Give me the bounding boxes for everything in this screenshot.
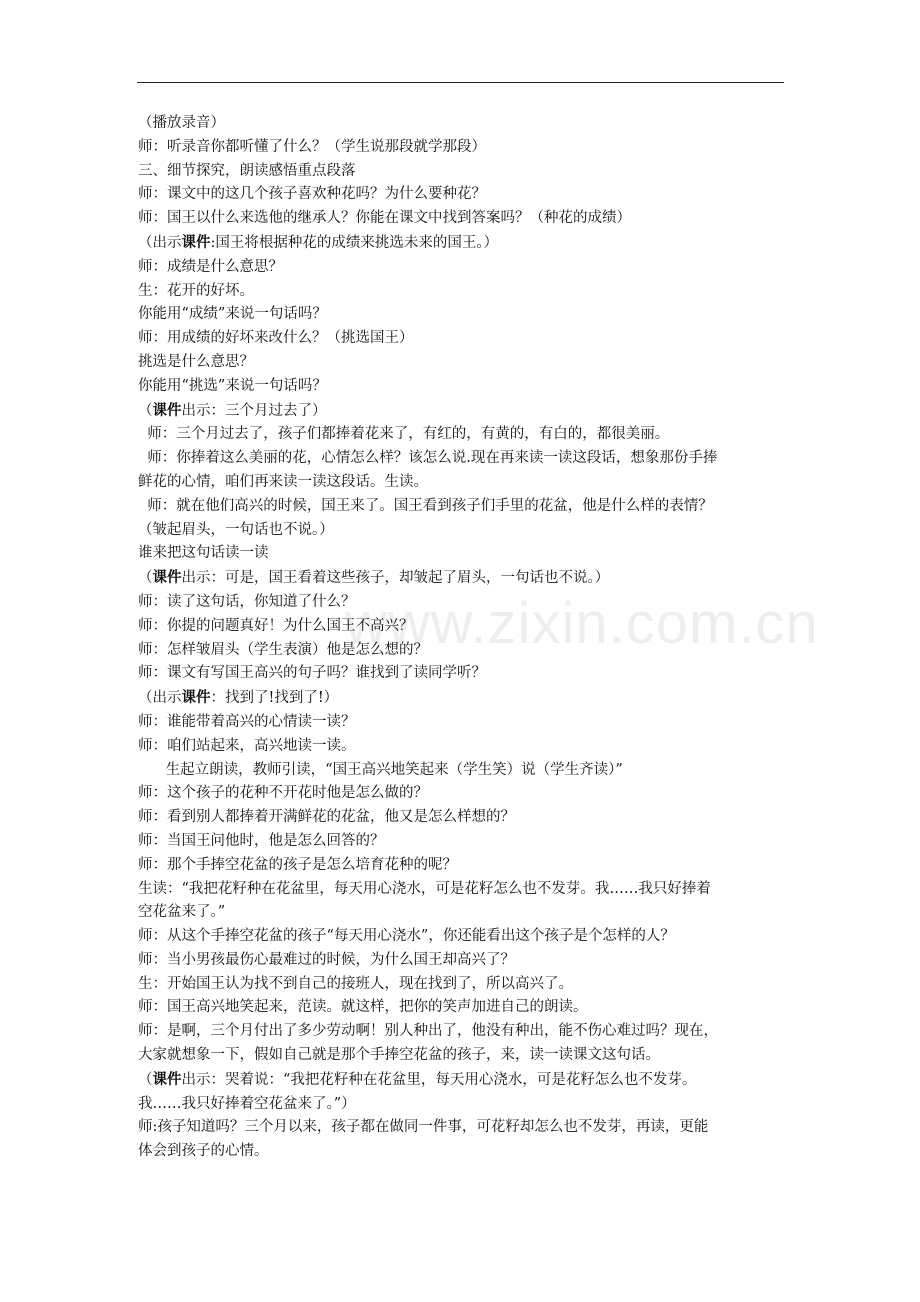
courseware-label: 课件 bbox=[181, 233, 211, 251]
text-line-content: 师：国王高兴地笑起来，范读。就这样，把你的笑声加进自己的朗读。 bbox=[138, 999, 588, 1016]
text-line-content: 生：花开的好坏。 bbox=[138, 282, 254, 299]
text-line-content: 师:孩子知道吗？三个月以来，孩子都在做同一件事，可花籽却怎么也不发芽，再读，更能 bbox=[138, 1119, 709, 1136]
text-line bbox=[138, 854, 788, 878]
text-line-content: 师：你捧着这么美丽的花，心情怎么样？该怎么说.现在再来读一读这段话，想象那份手捧 bbox=[138, 450, 718, 467]
text-line bbox=[138, 447, 788, 471]
text-line bbox=[138, 327, 788, 351]
text-line-content: （出示 bbox=[138, 234, 182, 251]
text-line-content: 师：怎样皱眉头（学生表演）他是怎么想的？ bbox=[138, 641, 428, 658]
text-line-content: 师：课文有写国王高兴的句子吗？谁找到了读同学听？ bbox=[138, 665, 486, 682]
text-line-content: 师：这个孩子的花种不开花时他是怎么做的？ bbox=[138, 785, 428, 802]
header-rule bbox=[137, 82, 784, 83]
text-line-content: 师：三个月过去了，孩子们都捧着花来了，有红的，有黄的，有白的，都很美丽。 bbox=[138, 426, 670, 443]
text-line-content: 师：就在他们高兴的时候，国王来了。国王看到孩子们手里的花盆，他是什么样的表情？ bbox=[138, 497, 713, 514]
text-line-content: 师：课文中的这几个孩子喜欢种花吗？为什么要种花？ bbox=[138, 186, 486, 203]
text-line bbox=[138, 256, 788, 280]
text-line bbox=[138, 519, 788, 543]
text-line bbox=[138, 136, 788, 160]
text-line-content: 大家就想象一下，假如自己就是那个手捧空花盆的孩子，来，读一读课文这句话。 bbox=[138, 1047, 660, 1064]
text-line bbox=[138, 686, 788, 711]
text-line bbox=[138, 566, 788, 591]
text-line bbox=[138, 759, 788, 783]
text-line-content: 师：用成绩的好坏来改什么？（挑选国王） bbox=[138, 330, 414, 347]
text-line bbox=[138, 1068, 788, 1093]
text-line-continuation: 出示：可是，国王看着这些孩子，却皱起了眉头，一句话也不说。） bbox=[181, 570, 610, 587]
text-line bbox=[138, 973, 788, 997]
courseware-label: 课件 bbox=[152, 1070, 182, 1088]
text-line bbox=[138, 495, 788, 519]
text-line bbox=[138, 399, 788, 424]
text-line bbox=[138, 303, 788, 327]
text-line-content: 鲜花的心情，咱们再来读一读这段话。生读。 bbox=[138, 473, 428, 490]
text-line-content: （出示 bbox=[138, 690, 182, 707]
text-line-content: （ bbox=[138, 570, 153, 587]
text-line-content: 师：当小男孩最伤心最难过的时候，为什么国王却高兴了？ bbox=[138, 951, 515, 968]
text-line bbox=[138, 280, 788, 304]
text-line-content: 师：那个手捧空花盆的孩子是怎么培育花种的呢？ bbox=[138, 856, 457, 873]
text-line-content: 体会到孩子的心情。 bbox=[138, 1143, 269, 1160]
text-line bbox=[138, 878, 788, 902]
text-line bbox=[138, 112, 788, 136]
text-line bbox=[138, 615, 788, 639]
text-line-content: 师：从这个手捧空花盆的孩子“每天用心浇水”，你还能看出这个孩子是个怎样的人？ bbox=[138, 928, 675, 945]
text-line-content: 师：当国王问他时，他是怎么回答的？ bbox=[138, 832, 385, 849]
text-line bbox=[138, 806, 788, 830]
text-line bbox=[138, 925, 788, 949]
text-line bbox=[138, 662, 788, 686]
text-line bbox=[138, 351, 788, 375]
text-line-content: 师：看到别人都捧着开满鲜花的花盆，他又是怎么样想的？ bbox=[138, 809, 515, 826]
text-line bbox=[138, 830, 788, 854]
text-line bbox=[138, 1093, 788, 1117]
text-line bbox=[138, 996, 788, 1020]
text-line bbox=[138, 207, 788, 231]
text-line-content: 谁来把这句话读一读 bbox=[138, 545, 269, 562]
text-line-content: 师：成绩是什么意思？ bbox=[138, 258, 283, 275]
text-line-content: 师：国王以什么来选他的继承人？你能在课文中找到答案吗？（种花的成绩） bbox=[138, 210, 631, 227]
text-line-content: 挑选是什么意思？ bbox=[138, 353, 254, 370]
text-line-content: （播放录音） bbox=[138, 115, 225, 131]
text-line-content: 师：谁能带着高兴的心情读一读？ bbox=[138, 713, 356, 730]
text-line bbox=[138, 782, 788, 806]
text-line bbox=[138, 1116, 788, 1140]
text-line-content: （皱起眉头，一句话也不说。） bbox=[138, 521, 334, 538]
text-line-continuation: 出示：三个月过去了） bbox=[181, 402, 327, 419]
text-line-content: 师：咱们站起来，高兴地读一读。 bbox=[138, 737, 356, 754]
text-line-continuation: :国王将根据种花的成绩来挑选未来的国王。） bbox=[210, 234, 499, 251]
text-line bbox=[138, 1044, 788, 1068]
text-line bbox=[138, 471, 788, 495]
text-line-content: 师：你提的问题真好！为什么国王不高兴？ bbox=[138, 617, 414, 634]
text-line-content: 师：听录音你都听懂了什么？（学生说那段就学那段） bbox=[138, 138, 486, 155]
text-line-content: （ bbox=[138, 1071, 153, 1088]
text-line-continuation: ：找到了!找到了!） bbox=[210, 690, 339, 707]
text-line bbox=[138, 735, 788, 759]
text-line bbox=[138, 639, 788, 663]
watermark: www.zixin.com.cn bbox=[345, 591, 819, 656]
text-line-content: 生：开始国王认为找不到自己的接班人，现在找到了，所以高兴了。 bbox=[138, 975, 573, 992]
text-line-content: 你能用“成绩”来说一句话吗？ bbox=[138, 306, 327, 323]
text-line bbox=[138, 375, 788, 399]
lesson-text bbox=[138, 112, 788, 1164]
text-line bbox=[138, 711, 788, 735]
text-line bbox=[138, 160, 788, 184]
text-line bbox=[138, 949, 788, 973]
text-line bbox=[138, 231, 788, 256]
text-line-content: 我……我只好捧着空花盆来了。”） bbox=[138, 1095, 356, 1112]
text-line bbox=[138, 1020, 788, 1044]
courseware-label: 课件 bbox=[152, 569, 182, 587]
text-line bbox=[138, 423, 788, 447]
text-line-content: 生起立朗读，教师引读，“国王高兴地笑起来（学生笑）说（学生齐读）” bbox=[138, 761, 623, 778]
text-line bbox=[138, 591, 788, 615]
text-line bbox=[138, 901, 788, 925]
courseware-label: 课件 bbox=[181, 689, 211, 707]
text-line-continuation: 出示：哭着说：“我把花籽种在花盆里，每天用心浇水，可是花籽怎么也不发芽。 bbox=[181, 1071, 697, 1088]
text-line-content: （ bbox=[138, 402, 153, 419]
text-line-content: 师：读了这句话，你知道了什么？ bbox=[138, 593, 356, 610]
text-line bbox=[138, 183, 788, 207]
text-line-content: 师：是啊，三个月付出了多少劳动啊！别人种出了，他没有种出，能不伤心难过吗？现在， bbox=[138, 1023, 718, 1040]
text-line-content: 你能用“挑选”来说一句话吗？ bbox=[138, 377, 327, 394]
text-line-content: 三、细节探究，朗读感悟重点段落 bbox=[138, 162, 356, 179]
text-line-content: 空花盆来了。” bbox=[138, 904, 226, 921]
courseware-label: 课件 bbox=[152, 401, 182, 419]
text-line-content: 生读：“我把花籽种在花盆里，每天用心浇水，可是花籽怎么也不发芽。我……我只好捧着 bbox=[138, 880, 711, 897]
text-line bbox=[138, 542, 788, 566]
text-line bbox=[138, 1140, 788, 1164]
